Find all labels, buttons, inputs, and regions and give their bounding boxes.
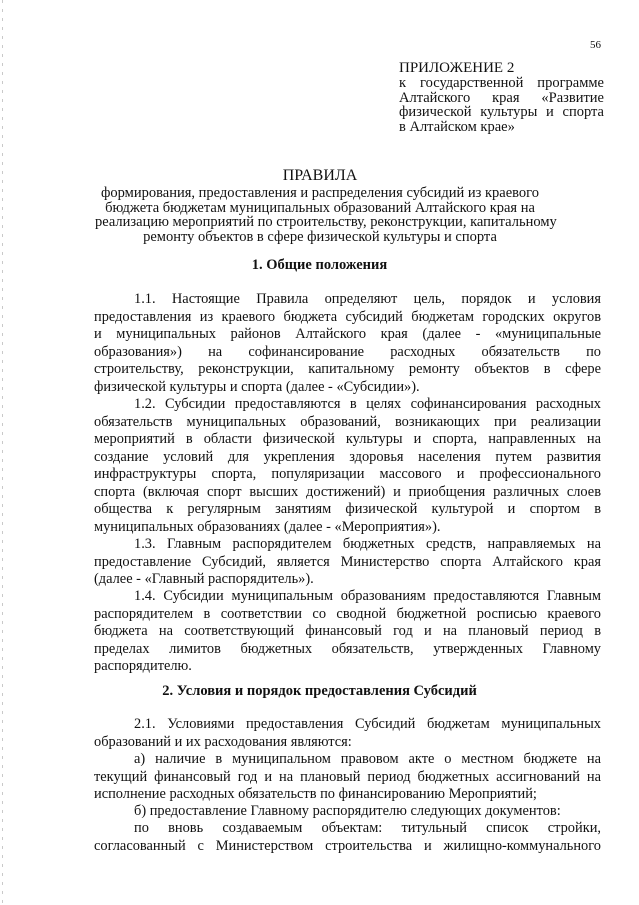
rules-subtitle-line: ремонту объектов в сфере физической культуры и спорта: [143, 228, 497, 245]
paragraph-2-1-a: [94, 751, 601, 804]
text-line: а) наличие в муниципальном правовом акте о местном бюджете на: [134, 751, 601, 767]
text-line: текущий финансовый год и на плановый период бюджетных ассигнований на: [94, 768, 601, 785]
appendix-line: к государственной программе: [399, 75, 604, 91]
paragraph-1-4: [94, 588, 601, 676]
text-line: бюджета на соответствующий финансовый год и на плановый период в: [94, 623, 601, 639]
paragraph-2-1: [94, 716, 601, 751]
text-line: спорта (включая спорт высших достижений) и приобщения различных слоев: [94, 483, 601, 500]
text-line: по вновь создаваемым объектам: титульный список стройки,: [134, 820, 601, 836]
paragraph-new-objects: [94, 820, 601, 855]
text-line: распорядителю.: [94, 658, 192, 674]
rules-subtitle-line: реализацию мероприятий по строительству, реконструкции, капитальному: [95, 214, 557, 230]
appendix-line: Алтайского края «Развитие: [399, 89, 604, 106]
text-line: пределах лимитов бюджетных обязательств, утвержденных Главному: [94, 640, 601, 657]
text-line: образований и их расходования являются:: [94, 733, 352, 750]
paragraph-2-1-b: [94, 803, 601, 821]
text-line: обязательств муниципальных образований, возникающих при реализации: [94, 413, 601, 430]
text-line: общества к регулярным занятиям физической культурой и спортом в: [94, 501, 601, 517]
page-number: 56: [590, 39, 601, 51]
rules-subtitle-line: формирования, предоставления и распределения субсидий из краевого: [101, 185, 539, 201]
text-line: создание условий для укрепления здоровья населения путем развития: [94, 448, 601, 465]
text-line: 2.1. Условиями предоставления Субсидий бюджетам муниципальных: [134, 716, 601, 732]
appendix-line: физической культуры и спорта: [399, 104, 604, 120]
rules-title-block: [95, 167, 557, 245]
text-line: физической культуры и спорта (далее - «Субсидии»).: [94, 378, 420, 395]
text-line: (далее - «Главный распорядитель»).: [94, 571, 314, 587]
text-line: б) предоставление Главному распорядителю следующих документов:: [134, 803, 561, 819]
text-line: распорядителем в соответствии со сводной бюджетной росписью краевого: [94, 605, 601, 622]
section-2-heading: 2. Условия и порядок предоставления Субсидий: [162, 683, 477, 699]
paragraph-1-2: [94, 396, 601, 536]
text-line: исполнение расходных обязательств по финансированию Мероприятий;: [94, 786, 537, 802]
text-line: образования») на софинансирование расходных обязательств по: [94, 343, 601, 360]
text-line: мероприятий в области физической культуры и спорта, направленных на: [94, 431, 601, 447]
text-line: предоставления из краевого бюджета субсидий бюджетам городских округов: [94, 308, 601, 325]
text-line: муниципальных образованиях (далее - «Мероприятия»).: [94, 518, 441, 535]
text-line: и муниципальных районов Алтайского края (далее - «муниципальные: [94, 326, 601, 342]
text-line: предоставление Субсидий, является Министерство спорта Алтайского края: [94, 553, 601, 570]
text-line: 1.2. Субсидии предоставляются в целях софинансирования расходных: [134, 396, 601, 412]
section-1-heading: 1. Общие положения: [251, 257, 388, 273]
text-line: 1.3. Главным распорядителем бюджетных средств, направляемых на: [134, 536, 601, 552]
rules-subtitle-line: бюджета бюджетам муниципальных образований Алтайского края на: [105, 199, 535, 216]
rules-title: ПРАВИЛА: [282, 167, 358, 184]
appendix-block: [399, 60, 604, 134]
scan-edge: [2, 0, 3, 905]
text-line: строительству, реконструкции, капитальному ремонту объектов в сфере: [94, 361, 601, 377]
appendix-line: в Алтайском крае»: [399, 118, 515, 135]
paragraph-1-3: [94, 536, 601, 589]
paragraph-1-1: [94, 291, 601, 396]
text-line: 1.1. Настоящие Правила определяют цель, порядок и условия: [134, 291, 601, 307]
text-line: согласованный с Министерством строительства и жилищно-коммунального: [94, 837, 601, 854]
text-line: инфраструктуры спорта, популяризации массового и профессионального: [94, 466, 601, 482]
appendix-title: ПРИЛОЖЕНИЕ 2: [399, 60, 515, 76]
text-line: 1.4. Субсидии муниципальным образованиям предоставляются Главным: [134, 588, 601, 604]
